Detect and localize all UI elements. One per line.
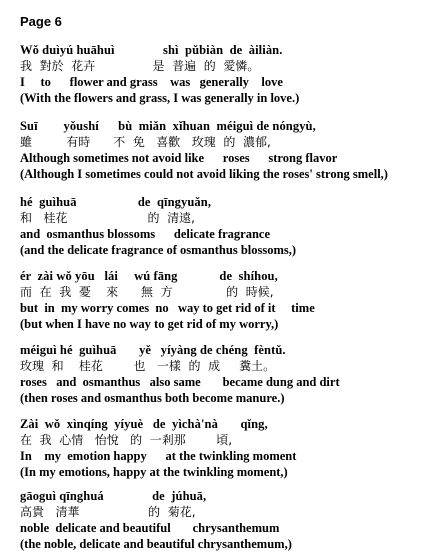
chinese-line: 我 對於 花卉 是 普遍 的 愛憐。 <box>20 59 260 73</box>
stanza-4 <box>20 268 415 332</box>
page-number: Page 6 <box>20 14 62 29</box>
pinyin-line: Zài wǒ xìnqíng yíyuè de yìchà'nà qǐng, <box>20 417 268 431</box>
stanza-6 <box>20 416 415 480</box>
translation-line: (With the flowers and grass, I was generally in love.) <box>20 91 300 105</box>
gloss-line: In my emotion happy at the twinkling moment <box>20 449 297 463</box>
chinese-line: 雖 有時 不 免 喜歡 玫瑰 的 濃郁, <box>20 135 271 149</box>
gloss-line: and osmanthus blossoms delicate fragrance <box>20 227 271 241</box>
chinese-line: 在 我 心情 怡悅 的 一剎那 頃, <box>20 433 233 447</box>
translation-line: (then roses and osmanthus both become manure.) <box>20 391 285 405</box>
chinese-line: 而 在 我 憂 來 無 方 的 時候, <box>20 285 274 299</box>
gloss-line: noble delicate and beautiful chrysanthemum <box>20 521 280 535</box>
pinyin-line: Suī yǒushí bù miǎn xǐhuan méiguì de nóngyù, <box>20 119 316 133</box>
translation-line: (but when I have no way to get rid of my worry,) <box>20 317 279 331</box>
gloss-line: I to flower and grass was generally love <box>20 75 283 89</box>
stanza-3 <box>20 194 415 258</box>
gloss-line: roses and osmanthus also same became dung and dirt <box>20 375 340 389</box>
pinyin-line: hé guìhuā de qīngyuǎn, <box>20 195 212 209</box>
chinese-line: 玫瑰 和 桂花 也 一樣 的 成 糞土。 <box>20 359 276 373</box>
translation-line: (and the delicate fragrance of osmanthus blossoms,) <box>20 243 297 257</box>
gloss-line: but in my worry comes no way to get rid of it time <box>20 301 315 315</box>
pinyin-line: méiguì hé guìhuā yě yíyàng de chéng fèntǔ. <box>20 343 286 357</box>
translation-line: (Although I sometimes could not avoid liking the roses' strong smell,) <box>20 167 388 181</box>
translation-line: (In my emotions, happy at the twinkling moment,) <box>20 465 288 479</box>
pinyin-line: Wǒ duìyú huāhuì shì pǔbiàn de àiliàn. <box>20 43 283 57</box>
stanza-5 <box>20 342 415 406</box>
stanza-2 <box>20 118 415 182</box>
pinyin-line: gāoguì qīnghuá de júhuā, <box>20 489 207 503</box>
gloss-line: Although sometimes not avoid like roses strong flavor <box>20 151 338 165</box>
chinese-line: 和 桂花 的 清遠, <box>20 211 195 225</box>
translation-line: (the noble, delicate and beautiful chrysanthemum,) <box>20 537 292 551</box>
pinyin-line: ér zài wǒ yōu lái wú fāng de shíhou, <box>20 269 278 283</box>
chinese-line: 高貴 清華 的 菊花, <box>20 505 196 519</box>
stanza-1 <box>20 42 415 106</box>
stanza-7 <box>20 488 415 552</box>
